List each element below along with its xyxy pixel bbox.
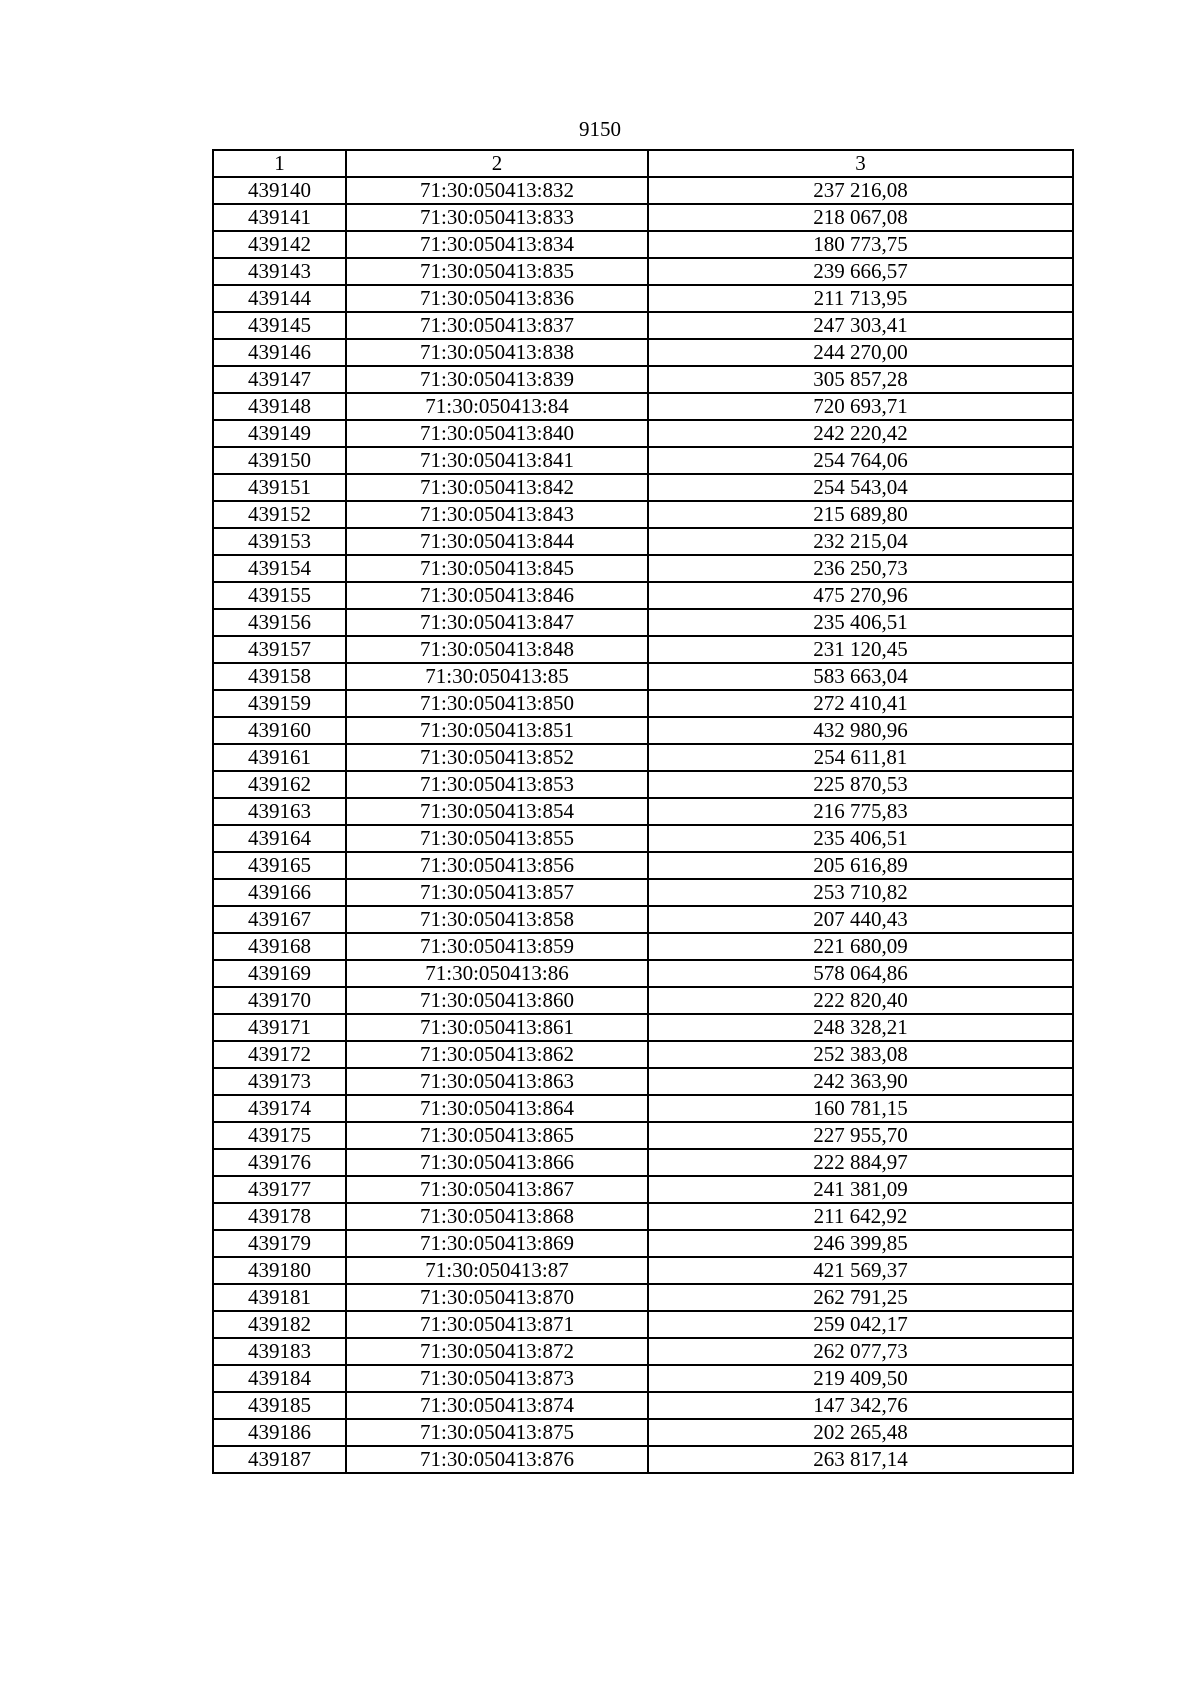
cadastral-number-cell: 71:30:050413:853 [346,771,648,798]
table-row [213,501,1073,528]
table-row [213,1041,1073,1068]
value-cell: 262 791,25 [648,1284,1073,1311]
row-number-cell: 439155 [213,582,346,609]
row-number-cell: 439143 [213,258,346,285]
row-number-cell: 439144 [213,285,346,312]
cadastral-number-cell: 71:30:050413:876 [346,1446,648,1473]
row-number-cell: 439150 [213,447,346,474]
row-number-cell: 439172 [213,1041,346,1068]
table-row [213,771,1073,798]
table-row [213,1230,1073,1257]
cadastral-number-cell: 71:30:050413:870 [346,1284,648,1311]
row-number-cell: 439180 [213,1257,346,1284]
value-cell: 242 220,42 [648,420,1073,447]
cadastral-number-cell: 71:30:050413:848 [346,636,648,663]
cadastral-number-cell: 71:30:050413:850 [346,690,648,717]
value-cell: 254 611,81 [648,744,1073,771]
table-row [213,474,1073,501]
table-row [213,1095,1073,1122]
table-body [213,177,1073,1473]
value-cell: 235 406,51 [648,609,1073,636]
value-cell: 236 250,73 [648,555,1073,582]
row-number-cell: 439163 [213,798,346,825]
cadastral-number-cell: 71:30:050413:839 [346,366,648,393]
row-number-cell: 439173 [213,1068,346,1095]
table-row [213,231,1073,258]
row-number-cell: 439179 [213,1230,346,1257]
value-cell: 232 215,04 [648,528,1073,555]
row-number-cell: 439170 [213,987,346,1014]
table-row [213,1338,1073,1365]
row-number-cell: 439177 [213,1176,346,1203]
value-cell: 180 773,75 [648,231,1073,258]
row-number-cell: 439182 [213,1311,346,1338]
cadastral-number-cell: 71:30:050413:834 [346,231,648,258]
table-row [213,825,1073,852]
value-cell: 239 666,57 [648,258,1073,285]
cadastral-number-cell: 71:30:050413:865 [346,1122,648,1149]
cadastral-number-cell: 71:30:050413:846 [346,582,648,609]
cadastral-number-cell: 71:30:050413:857 [346,879,648,906]
value-cell: 222 820,40 [648,987,1073,1014]
cadastral-number-cell: 71:30:050413:838 [346,339,648,366]
value-cell: 475 270,96 [648,582,1073,609]
value-cell: 259 042,17 [648,1311,1073,1338]
cadastral-number-cell: 71:30:050413:843 [346,501,648,528]
value-cell: 241 381,09 [648,1176,1073,1203]
table-row [213,609,1073,636]
table-row [213,933,1073,960]
row-number-cell: 439141 [213,204,346,231]
row-number-cell: 439158 [213,663,346,690]
row-number-cell: 439181 [213,1284,346,1311]
cadastral-number-cell: 71:30:050413:874 [346,1392,648,1419]
cadastral-number-cell: 71:30:050413:859 [346,933,648,960]
row-number-cell: 439178 [213,1203,346,1230]
row-number-cell: 439157 [213,636,346,663]
row-number-cell: 439153 [213,528,346,555]
cadastral-number-cell: 71:30:050413:86 [346,960,648,987]
value-cell: 254 764,06 [648,447,1073,474]
value-cell: 216 775,83 [648,798,1073,825]
cadastral-number-cell: 71:30:050413:873 [346,1365,648,1392]
table-row [213,663,1073,690]
row-number-cell: 439171 [213,1014,346,1041]
table-row [213,366,1073,393]
value-cell: 252 383,08 [648,1041,1073,1068]
value-cell: 225 870,53 [648,771,1073,798]
cadastral-number-cell: 71:30:050413:855 [346,825,648,852]
row-number-cell: 439154 [213,555,346,582]
value-cell: 219 409,50 [648,1365,1073,1392]
table-row [213,690,1073,717]
table-row [213,258,1073,285]
table-header [213,150,1073,177]
value-cell: 227 955,70 [648,1122,1073,1149]
value-cell: 221 680,09 [648,933,1073,960]
table-row [213,1257,1073,1284]
value-cell: 202 265,48 [648,1419,1073,1446]
row-number-cell: 439142 [213,231,346,258]
table-row [213,960,1073,987]
table-row [213,582,1073,609]
cadastral-number-cell: 71:30:050413:841 [346,447,648,474]
row-number-cell: 439146 [213,339,346,366]
header-row [213,150,1073,177]
row-number-cell: 439147 [213,366,346,393]
cadastral-number-cell: 71:30:050413:84 [346,393,648,420]
cadastral-number-cell: 71:30:050413:863 [346,1068,648,1095]
page-number: 9150 [579,117,621,141]
value-cell: 235 406,51 [648,825,1073,852]
row-number-cell: 439187 [213,1446,346,1473]
row-number-cell: 439151 [213,474,346,501]
value-cell: 578 064,86 [648,960,1073,987]
value-cell: 244 270,00 [648,339,1073,366]
table-row [213,1014,1073,1041]
cadastral-number-cell: 71:30:050413:844 [346,528,648,555]
cadastral-number-cell: 71:30:050413:842 [346,474,648,501]
cadastral-number-cell: 71:30:050413:862 [346,1041,648,1068]
header-col-3: 3 [648,150,1073,177]
value-cell: 720 693,71 [648,393,1073,420]
value-cell: 263 817,14 [648,1446,1073,1473]
value-cell: 262 077,73 [648,1338,1073,1365]
cadastral-number-cell: 71:30:050413:872 [346,1338,648,1365]
row-number-cell: 439152 [213,501,346,528]
row-number-cell: 439162 [213,771,346,798]
table-row [213,420,1073,447]
cadastral-number-cell: 71:30:050413:867 [346,1176,648,1203]
table-row [213,636,1073,663]
cadastral-number-cell: 71:30:050413:861 [346,1014,648,1041]
row-number-cell: 439184 [213,1365,346,1392]
value-cell: 215 689,80 [648,501,1073,528]
value-cell: 253 710,82 [648,879,1073,906]
table-row [213,1446,1073,1473]
table-row [213,1068,1073,1095]
row-number-cell: 439164 [213,825,346,852]
value-cell: 231 120,45 [648,636,1073,663]
cadastral-number-cell: 71:30:050413:860 [346,987,648,1014]
cadastral-number-cell: 71:30:050413:845 [346,555,648,582]
row-number-cell: 439156 [213,609,346,636]
value-cell: 305 857,28 [648,366,1073,393]
header-col-2: 2 [346,150,648,177]
table-row [213,393,1073,420]
row-number-cell: 439168 [213,933,346,960]
value-cell: 207 440,43 [648,906,1073,933]
row-number-cell: 439185 [213,1392,346,1419]
value-cell: 246 399,85 [648,1230,1073,1257]
value-cell: 421 569,37 [648,1257,1073,1284]
row-number-cell: 439186 [213,1419,346,1446]
value-cell: 247 303,41 [648,312,1073,339]
table-row [213,717,1073,744]
table-row [213,1365,1073,1392]
cadastral-number-cell: 71:30:050413:854 [346,798,648,825]
table-row [213,204,1073,231]
cadastral-number-cell: 71:30:050413:852 [346,744,648,771]
row-number-cell: 439148 [213,393,346,420]
value-cell: 254 543,04 [648,474,1073,501]
table-row [213,1176,1073,1203]
row-number-cell: 439183 [213,1338,346,1365]
header-col-1: 1 [213,150,346,177]
cadastral-number-cell: 71:30:050413:837 [346,312,648,339]
cadastral-number-cell: 71:30:050413:864 [346,1095,648,1122]
row-number-cell: 439169 [213,960,346,987]
table-row [213,1419,1073,1446]
table-row [213,1149,1073,1176]
value-cell: 272 410,41 [648,690,1073,717]
cadastral-number-cell: 71:30:050413:840 [346,420,648,447]
table-row [213,798,1073,825]
table-row [213,1392,1073,1419]
table-row [213,852,1073,879]
table-row [213,177,1073,204]
cadastral-number-cell: 71:30:050413:871 [346,1311,648,1338]
row-number-cell: 439167 [213,906,346,933]
cadastral-number-cell: 71:30:050413:868 [346,1203,648,1230]
table-row [213,1122,1073,1149]
cadastral-number-cell: 71:30:050413:836 [346,285,648,312]
value-cell: 222 884,97 [648,1149,1073,1176]
row-number-cell: 439145 [213,312,346,339]
table-row [213,879,1073,906]
cadastral-number-cell: 71:30:050413:866 [346,1149,648,1176]
value-cell: 211 642,92 [648,1203,1073,1230]
cadastral-number-cell: 71:30:050413:87 [346,1257,648,1284]
cadastral-number-cell: 71:30:050413:856 [346,852,648,879]
value-cell: 432 980,96 [648,717,1073,744]
table-row [213,1311,1073,1338]
row-number-cell: 439165 [213,852,346,879]
row-number-cell: 439159 [213,690,346,717]
value-cell: 242 363,90 [648,1068,1073,1095]
registry-table [212,149,1074,1474]
cadastral-number-cell: 71:30:050413:869 [346,1230,648,1257]
cadastral-number-cell: 71:30:050413:875 [346,1419,648,1446]
row-number-cell: 439175 [213,1122,346,1149]
table-row [213,339,1073,366]
value-cell: 218 067,08 [648,204,1073,231]
table-row [213,987,1073,1014]
cadastral-number-cell: 71:30:050413:851 [346,717,648,744]
row-number-cell: 439140 [213,177,346,204]
table-row [213,528,1073,555]
table-row [213,744,1073,771]
table-row [213,1284,1073,1311]
row-number-cell: 439176 [213,1149,346,1176]
value-cell: 205 616,89 [648,852,1073,879]
value-cell: 237 216,08 [648,177,1073,204]
value-cell: 147 342,76 [648,1392,1073,1419]
table-row [213,1203,1073,1230]
row-number-cell: 439161 [213,744,346,771]
cadastral-number-cell: 71:30:050413:85 [346,663,648,690]
table-row [213,906,1073,933]
row-number-cell: 439149 [213,420,346,447]
cadastral-number-cell: 71:30:050413:833 [346,204,648,231]
cadastral-number-cell: 71:30:050413:832 [346,177,648,204]
table-row [213,555,1073,582]
value-cell: 583 663,04 [648,663,1073,690]
value-cell: 160 781,15 [648,1095,1073,1122]
table-row [213,447,1073,474]
cadastral-number-cell: 71:30:050413:858 [346,906,648,933]
table-row [213,312,1073,339]
row-number-cell: 439174 [213,1095,346,1122]
row-number-cell: 439160 [213,717,346,744]
cadastral-number-cell: 71:30:050413:835 [346,258,648,285]
value-cell: 248 328,21 [648,1014,1073,1041]
table-row [213,285,1073,312]
cadastral-number-cell: 71:30:050413:847 [346,609,648,636]
value-cell: 211 713,95 [648,285,1073,312]
row-number-cell: 439166 [213,879,346,906]
